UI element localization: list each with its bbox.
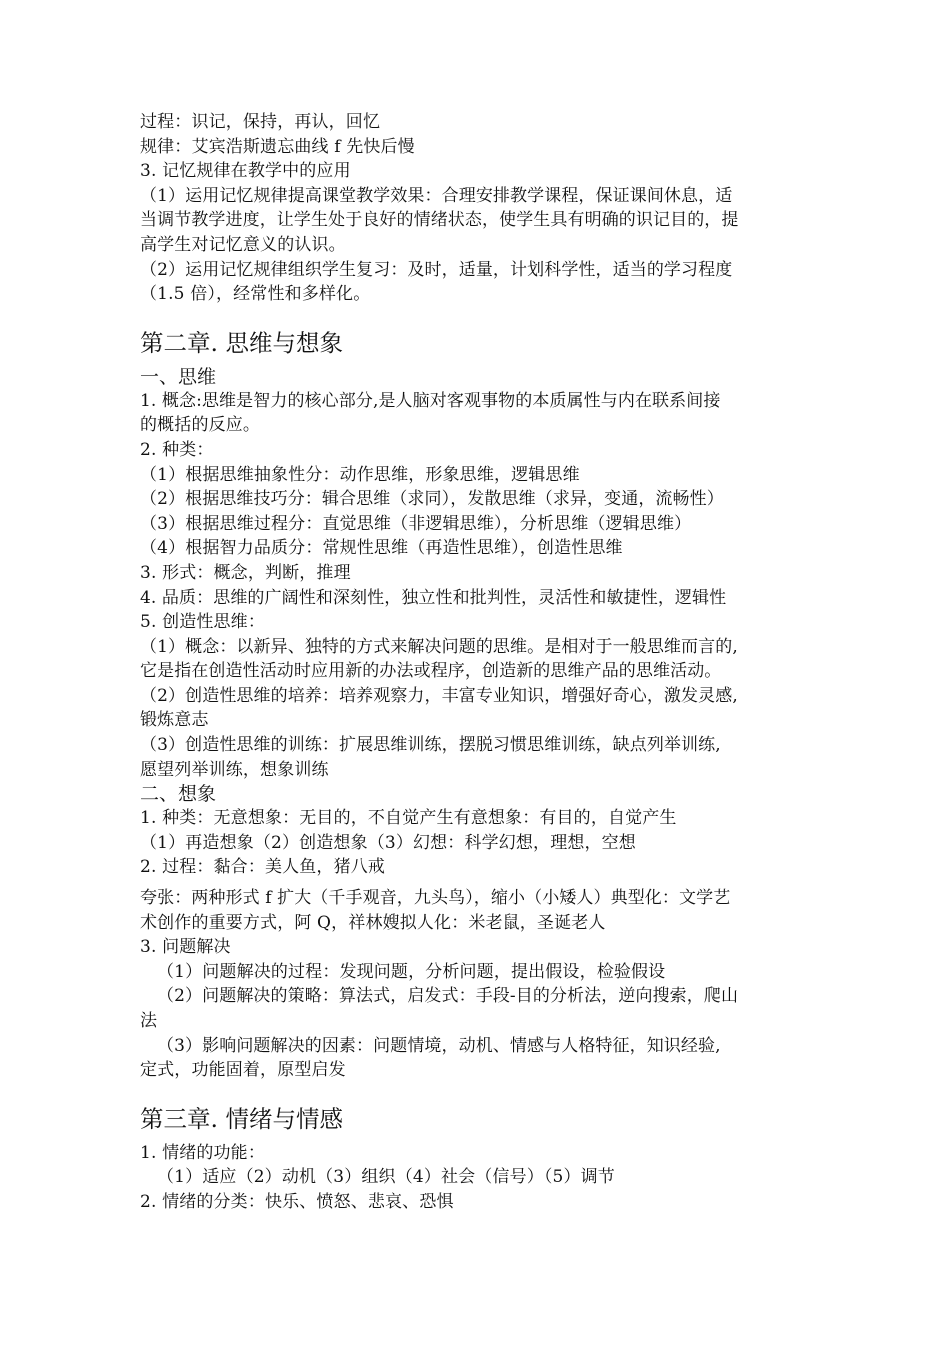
section-thinking-heading: 一、思维	[140, 365, 217, 388]
text-line: 高学生对记忆意义的认识。	[140, 234, 346, 255]
text-line: 3. 记忆规律在教学中的应用	[140, 161, 351, 182]
chapter-3-body	[140, 1141, 815, 1215]
text-line: 5. 创造性思维：	[140, 612, 265, 633]
text-line: （1）适应（2）动机（3）组织（4）社会（信号）（5）调节	[157, 1167, 615, 1188]
text-line: （3）影响问题解决的因素：问题情境，动机、情感与人格特征，知识经验,	[157, 1035, 721, 1056]
text-line: 3. 问题解决	[140, 937, 231, 958]
document-page	[140, 110, 815, 1215]
section-imagination-body	[140, 806, 815, 1083]
text-line: （1）问题解决的过程：发现问题，分析问题，提出假设，检验假设	[157, 961, 666, 982]
text-line: 它是指在创造性活动时应用新的办法或程序，创造新的思维产品的思维活动。	[140, 661, 722, 682]
text-line: （2）创造性思维的培养：培养观察力，丰富专业知识，增强好奇心，激发灵感,	[140, 685, 738, 706]
chapter-2-heading: 第二章. 思维与想象	[140, 328, 343, 357]
chapter-3-heading: 第三章. 情绪与情感	[140, 1104, 343, 1133]
text-line: （4）根据智力品质分：常规性思维（再造性思维），创造性思维	[140, 538, 623, 559]
text-line: （2）运用记忆规律组织学生复习：及时，适量，计划科学性，适当的学习程度	[140, 259, 733, 280]
text-line: 术创作的重要方式，阿 Q，祥林嫂拟人化：米老鼠，圣诞老人	[140, 912, 606, 933]
text-line: 3. 形式：概念，判断，推理	[140, 562, 351, 583]
text-line: 1. 情绪的功能：	[140, 1142, 265, 1163]
text-line: 2. 种类：	[140, 439, 214, 460]
intro-block	[140, 110, 815, 307]
text-line: （1.5 倍），经常性和多样化。	[140, 284, 371, 305]
text-line: 1. 概念:思维是智力的核心部分,是人脑对客观事物的本质属性与内在联系间接	[140, 390, 721, 411]
text-line: 规律：艾宾浩斯遗忘曲线 f 先快后慢	[140, 136, 415, 157]
text-line: （2）问题解决的策略：算法式，启发式：手段-目的分析法，逆向搜索，爬山	[157, 986, 739, 1007]
text-line: （1）概念：以新异、独特的方式来解决问题的思维。是相对于一般思维而言的,	[140, 636, 738, 657]
text-line: 2. 过程：黏合：美人鱼，猪八戒	[140, 857, 386, 878]
text-line: （1）根据思维抽象性分：动作思维，形象思维，逻辑思维	[140, 464, 580, 485]
text-line: （3）创造性思维的训练：扩展思维训练，摆脱习惯思维训练，缺点列举训练,	[140, 735, 721, 756]
text-line: 当调节教学进度，让学生处于良好的情绪状态，使学生具有明确的识记目的，提	[140, 210, 739, 231]
text-line: （3）根据思维过程分：直觉思维（非逻辑思维），分析思维（逻辑思维）	[140, 513, 692, 534]
section-thinking-body	[140, 389, 815, 783]
text-line: （2）根据思维技巧分：辑合思维（求同），发散思维（求异，变通，流畅性）	[140, 489, 724, 510]
section-imagination-heading: 二、想象	[140, 783, 217, 806]
text-line: 2. 情绪的分类：快乐、愤怒、悲哀、恐惧	[140, 1191, 454, 1212]
text-line: 4. 品质：思维的广阔性和深刻性，独立性和批判性，灵活性和敏捷性，逻辑性	[140, 587, 727, 608]
text-line: 愿望列举训练，想象训练	[140, 759, 329, 780]
text-line: （1）再造想象（2）创造想象（3）幻想：科学幻想，理想，空想	[140, 832, 636, 853]
text-line: 1. 种类：无意想象：无目的，不自觉产生有意想象：有目的，自觉产生	[140, 808, 677, 829]
text-line: （1）运用记忆规律提高课堂教学效果：合理安排教学课程，保证课间休息，适	[140, 185, 733, 206]
text-line: 法	[140, 1011, 158, 1031]
text-line: 夸张：两种形式 f 扩大（千手观音，九头鸟），缩小（小矮人）典型化：文学艺	[140, 888, 731, 909]
text-line: 锻炼意志	[140, 710, 209, 731]
text-line: 定式，功能固着，原型启发	[140, 1060, 346, 1081]
text-line: 过程：识记，保持，再认，回忆	[140, 112, 381, 132]
text-line: 的概括的反应。	[140, 415, 261, 436]
